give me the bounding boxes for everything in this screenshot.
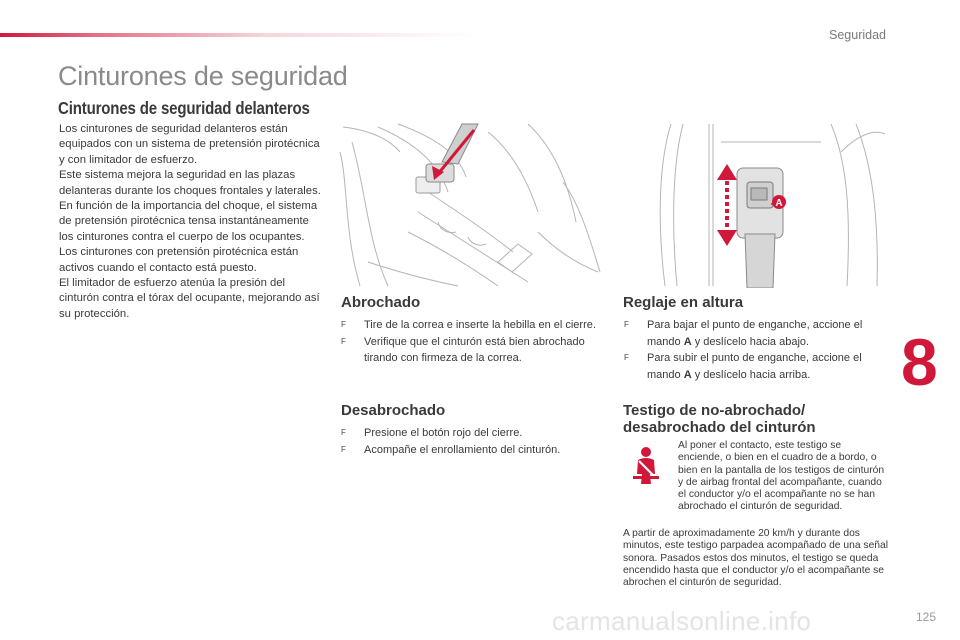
- list-item: [340, 334, 604, 367]
- list-item-text: Para bajar el punto de enganche, accione el mando: [647, 319, 863, 348]
- bullet-marker: F: [624, 353, 629, 362]
- page-title: Cinturones de seguridad: [58, 61, 348, 91]
- intro-paragraph: Los cinturones con pretensión pirotécnica están activos cuando el contacto está puesto.: [59, 246, 299, 274]
- list-item: [340, 442, 604, 459]
- list-item-text: y deslícelo hacia arriba.: [691, 368, 811, 381]
- control-a-label: A: [683, 368, 692, 381]
- intro-paragraph: Este sistema mejora la seguridad en las plazas delanteras durante los choques frontales y laterales. En función de la importancia del choque, el sistema de pretensión pirotécnica tensa instantáneamente los cinturones contra el cuerpo de los ocupantes.: [59, 169, 321, 243]
- page-subtitle: Cinturones de seguridad delanteros: [58, 98, 310, 118]
- list-item-text: Tire de la correa e inserte la hebilla en el cierre.: [364, 319, 596, 331]
- list-item: [340, 317, 604, 334]
- reglaje-heading: Reglaje en altura: [623, 294, 744, 311]
- testigo-heading-line: Testigo de no-abrochado/: [623, 402, 806, 419]
- testigo-heading: [623, 402, 893, 436]
- desabrochado-heading: Desabrochado: [341, 402, 446, 419]
- seatbelt-warning-icon: [628, 446, 664, 486]
- intro-paragraph: El limitador de esfuerzo atenúa la presión del cinturón contra el tórax del ocupante, mejorando así su protección.: [59, 277, 320, 320]
- list-item-text: Verifique que el cinturón está bien abrochado tirando con firmeza de la correa.: [364, 335, 585, 364]
- list-item-text: Acompañe el enrollamiento del cinturón.: [364, 443, 561, 456]
- bullet-marker: F: [341, 444, 346, 454]
- seatbelt-buckle-illustration: [338, 122, 604, 288]
- list-item: [623, 350, 885, 383]
- chapter-number: 8: [901, 325, 938, 399]
- list-item-text: Presione el botón rojo del cierre.: [364, 427, 523, 439]
- intro-paragraph: Los cinturones de seguridad delanteros están equipados con un sistema de pretensión pirotécnica y con limitador de esfuerzo.: [59, 123, 320, 166]
- bullet-marker: F: [341, 336, 346, 346]
- testigo-text: Al poner el contacto, este testigo se enciende, o bien en el cuadro de a bordo, o bien en la pantalla de los testigos de cinturón y de airbag frontal del acompañante, cuando el conductor y/o el acompañante no se han abrochado el cinturón de seguridad.: [678, 440, 885, 513]
- list-item: [623, 317, 885, 350]
- testigo-text-continued: A partir de aproximadamente 20 km/h y durante dos minutos, este testigo parpadea acompañado de una señal sonora. Pasados estos dos minutos, el testigo se queda encendido hasta que el conductor y/o el acompañante se abrochen el cinturón de seguridad.: [623, 528, 889, 589]
- testigo-heading-line: desabrochado del cinturón: [623, 419, 816, 436]
- control-a-label: A: [683, 335, 692, 348]
- reglaje-list: [623, 317, 885, 383]
- list-item-text: Para subir el punto de enganche, accione el mando: [647, 352, 862, 381]
- bullet-marker: F: [341, 320, 346, 329]
- page-number: 125: [916, 610, 937, 624]
- abrochado-heading: Abrochado: [341, 294, 421, 311]
- control-a-marker: A: [775, 198, 783, 209]
- header-accent-rule: [0, 33, 480, 37]
- bullet-marker: F: [624, 320, 629, 329]
- watermark: carmanualsonline.info: [552, 606, 812, 636]
- intro-text: [59, 122, 321, 322]
- bullet-marker: F: [341, 428, 346, 437]
- section-label: Seguridad: [829, 28, 886, 42]
- belt-height-adjuster-illustration: [651, 122, 887, 288]
- desabrochado-list: [340, 425, 604, 458]
- list-item-text: y deslícelo hacia abajo.: [691, 335, 810, 348]
- abrochado-list: [340, 317, 604, 367]
- list-item: [340, 425, 604, 442]
